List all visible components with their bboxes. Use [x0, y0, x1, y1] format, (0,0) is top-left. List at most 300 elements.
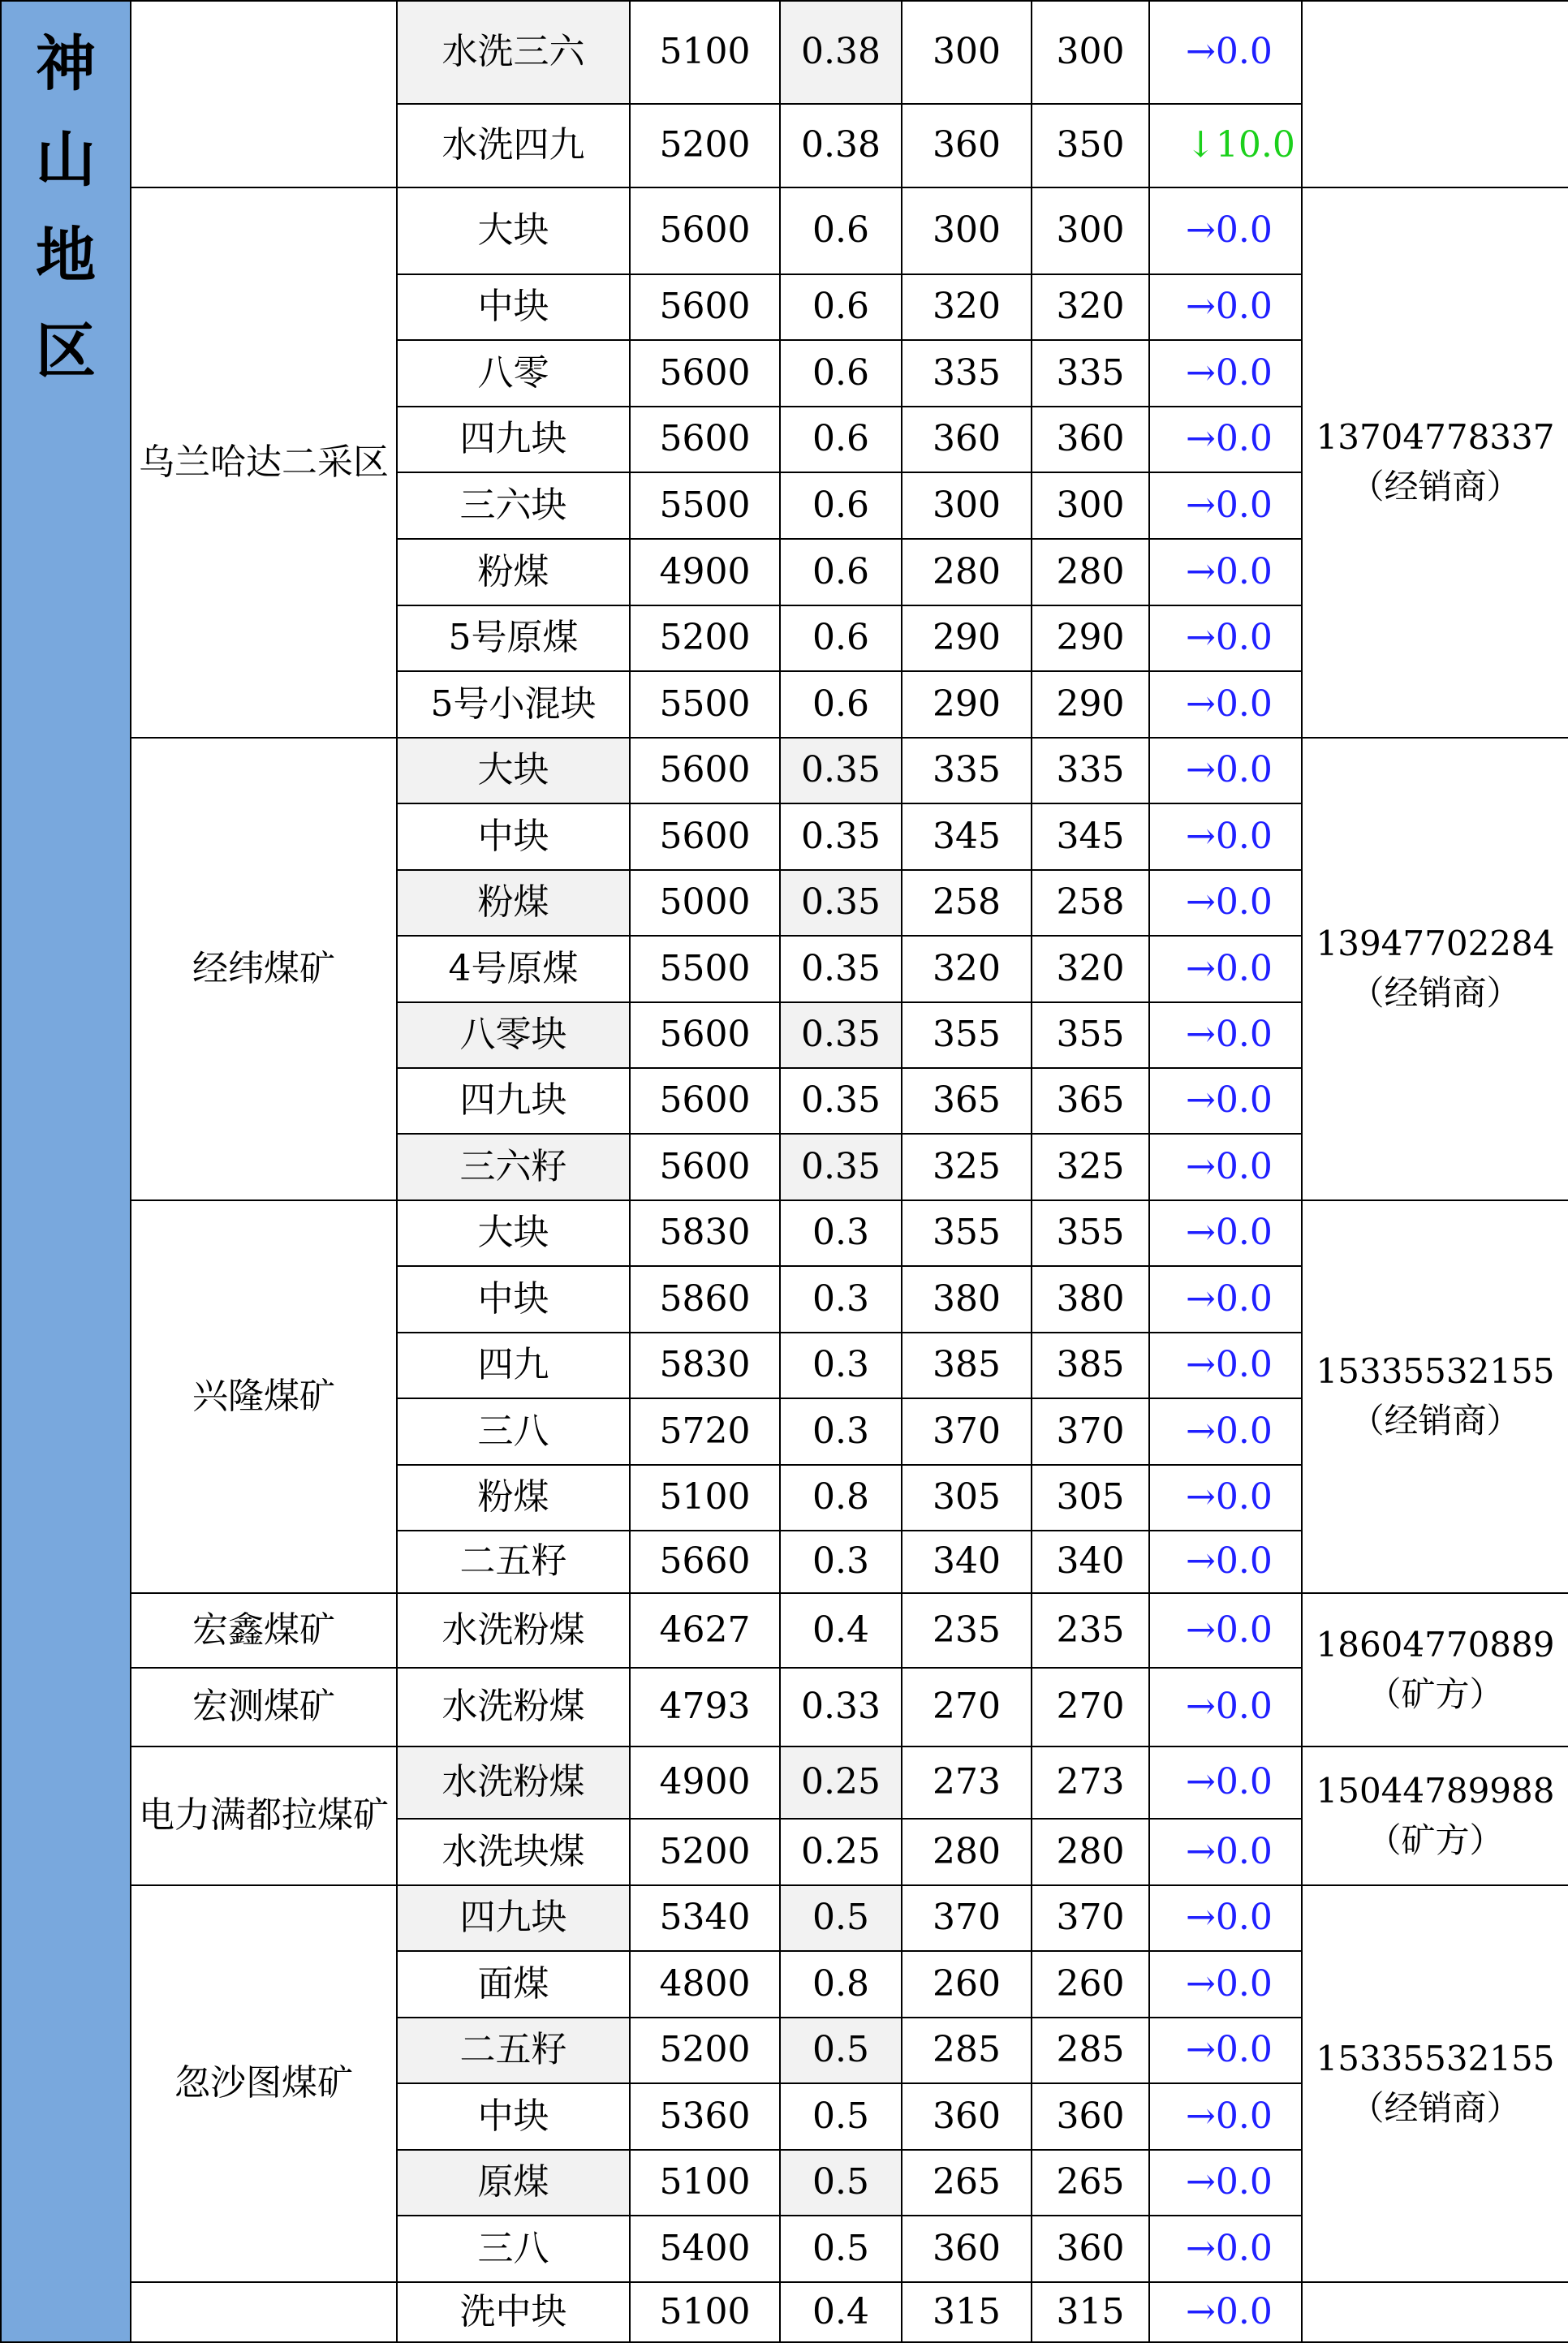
trend-cell	[1148, 339, 1303, 407]
price-now-value: 335	[1056, 351, 1125, 394]
sulfur-value: 0.4	[812, 2290, 869, 2332]
price-now-value: 360	[1056, 2227, 1125, 2269]
calorific-value: 5360	[659, 2095, 751, 2137]
price-prev-cell	[901, 2149, 1032, 2216]
price-now-value: 285	[1056, 2029, 1125, 2071]
price-prev-cell	[901, 1884, 1032, 1952]
sulfur-value: 0.38	[801, 124, 881, 166]
price-prev-cell	[901, 2281, 1032, 2343]
trend-value: →0.0	[1186, 1344, 1273, 1386]
sulfur-cell	[779, 869, 902, 937]
price-prev-value: 360	[933, 2095, 1001, 2137]
price-prev-value: 370	[933, 1897, 1001, 1939]
price-now-value: 380	[1056, 1277, 1125, 1320]
calorific-cell	[629, 670, 781, 739]
price-now-cell	[1031, 869, 1150, 937]
mine-name: 宏测煤矿	[192, 1686, 335, 1728]
trend-value: →0.0	[1186, 2227, 1273, 2269]
price-prev-value: 335	[933, 351, 1001, 394]
price-now-cell	[1031, 2082, 1150, 2151]
trend-cell	[1148, 538, 1303, 606]
sulfur-value: 0.8	[812, 1476, 869, 1518]
price-prev-value: 320	[933, 947, 1001, 989]
calorific-cell	[629, 1950, 781, 2018]
sulfur-value: 0.6	[812, 418, 869, 460]
sulfur-cell	[779, 339, 902, 407]
product-value: 三八	[477, 1410, 549, 1452]
contact-phone: 15335532155	[1316, 2038, 1555, 2078]
price-prev-value: 270	[933, 1686, 1001, 1728]
trend-cell	[1148, 406, 1303, 473]
price-now-cell	[1031, 1950, 1150, 2018]
sulfur-value: 0.25	[801, 1761, 881, 1803]
region-char: 区	[36, 317, 96, 386]
trend-cell	[1148, 1592, 1303, 1669]
sulfur-value: 0.3	[812, 1277, 869, 1320]
calorific-value: 5830	[659, 1212, 751, 1254]
trend-cell	[1148, 472, 1303, 540]
calorific-value: 5500	[659, 683, 751, 725]
price-prev-value: 370	[933, 1410, 1001, 1452]
price-now-value: 300	[1056, 484, 1125, 526]
sulfur-value: 0.5	[812, 2227, 869, 2269]
product-cell	[396, 1746, 631, 1820]
price-prev-value: 320	[933, 286, 1001, 328]
product-cell	[396, 1818, 631, 1886]
product-value: 三六籽	[459, 1145, 567, 1187]
price-now-cell	[1031, 406, 1150, 473]
calorific-cell	[629, 2082, 781, 2151]
calorific-cell	[629, 1746, 781, 1820]
trend-cell	[1148, 1884, 1303, 1952]
mine-name-cell	[130, 737, 398, 1201]
sulfur-cell	[779, 1818, 902, 1886]
product-value: 水洗粉煤	[442, 1686, 585, 1728]
price-now-cell	[1031, 187, 1150, 275]
price-prev-cell	[901, 2017, 1032, 2084]
trend-value: →0.0	[1186, 1897, 1273, 1939]
price-prev-value: 280	[933, 1830, 1001, 1872]
sulfur-value: 0.6	[812, 617, 869, 659]
price-now-cell	[1031, 1667, 1150, 1747]
sulfur-value: 0.4	[812, 1609, 869, 1651]
sulfur-cell	[779, 1950, 902, 2018]
trend-cell	[1148, 1332, 1303, 1399]
sulfur-cell	[779, 0, 902, 105]
product-value: 粉煤	[477, 1476, 549, 1518]
calorific-cell	[629, 2017, 781, 2084]
price-now-cell	[1031, 1398, 1150, 1466]
product-value: 四九块	[459, 418, 567, 460]
price-prev-cell	[901, 1067, 1032, 1135]
contact-phone: 15044789988	[1316, 1770, 1555, 1811]
calorific-value: 5600	[659, 351, 751, 394]
trend-cell	[1148, 1746, 1303, 1820]
price-now-value: 300	[1056, 209, 1125, 252]
product-value: 原煤	[477, 2161, 549, 2203]
trend-value: →0.0	[1186, 418, 1273, 460]
sulfur-value: 0.6	[812, 351, 869, 394]
sulfur-value: 0.3	[812, 1344, 869, 1386]
price-now-value: 265	[1056, 2161, 1125, 2203]
calorific-value: 5100	[659, 31, 751, 73]
price-now-value: 370	[1056, 1410, 1125, 1452]
trend-value: →0.0	[1186, 1476, 1273, 1518]
price-now-value: 315	[1056, 2290, 1125, 2332]
mine-name-cell	[130, 1592, 398, 1669]
trend-cell	[1148, 869, 1303, 937]
calorific-value: 5600	[659, 815, 751, 857]
product-value: 洗中块	[459, 2290, 567, 2332]
sulfur-value: 0.35	[801, 749, 881, 791]
trend-value: →0.0	[1186, 2290, 1273, 2332]
price-now-cell	[1031, 2017, 1150, 2084]
sulfur-cell	[779, 1746, 902, 1820]
calorific-value: 5200	[659, 124, 751, 166]
product-value: 中块	[477, 815, 549, 857]
price-prev-cell	[901, 1001, 1032, 1069]
price-prev-value: 260	[933, 1962, 1001, 2005]
price-now-value: 360	[1056, 2095, 1125, 2137]
sulfur-cell	[779, 803, 902, 871]
trend-value: →0.0	[1186, 2029, 1273, 2071]
trend-value: →0.0	[1186, 1761, 1273, 1803]
trend-cell	[1148, 2215, 1303, 2283]
product-cell	[396, 803, 631, 871]
calorific-value: 4900	[659, 1761, 751, 1803]
price-now-cell	[1031, 1884, 1150, 1952]
sulfur-value: 0.5	[812, 2029, 869, 2071]
price-now-cell	[1031, 670, 1150, 739]
calorific-cell	[629, 1464, 781, 1531]
product-value: 四九块	[459, 1897, 567, 1939]
calorific-cell	[629, 803, 781, 871]
contact-type: （经销商）	[1350, 1401, 1521, 1441]
trend-value: →0.0	[1186, 1014, 1273, 1056]
price-prev-value: 335	[933, 749, 1001, 791]
price-prev-cell	[901, 605, 1032, 672]
product-value: 四九块	[459, 1079, 567, 1122]
price-now-value: 305	[1056, 1476, 1125, 1518]
price-now-cell	[1031, 1067, 1150, 1135]
price-now-value: 280	[1056, 550, 1125, 592]
contact-phone: 18604770889	[1316, 1624, 1555, 1665]
contact-type: （经销商）	[1350, 467, 1521, 506]
price-prev-cell	[901, 339, 1032, 407]
sulfur-value: 0.35	[801, 881, 881, 924]
calorific-cell	[629, 1884, 781, 1952]
sulfur-value: 0.35	[801, 1145, 881, 1187]
trend-value: →0.0	[1186, 209, 1273, 252]
trend-cell	[1148, 1398, 1303, 1466]
product-value: 粉煤	[477, 881, 549, 924]
product-cell	[396, 1884, 631, 1952]
sulfur-cell	[779, 1884, 902, 1952]
trend-cell	[1148, 1818, 1303, 1886]
calorific-cell	[629, 935, 781, 1003]
calorific-cell	[629, 406, 781, 473]
price-prev-cell	[901, 1530, 1032, 1594]
calorific-cell	[629, 1001, 781, 1069]
calorific-value: 5340	[659, 1897, 751, 1939]
trend-value: →0.0	[1186, 749, 1273, 791]
price-prev-value: 265	[933, 2161, 1001, 2203]
price-prev-value: 355	[933, 1014, 1001, 1056]
sulfur-cell	[779, 1592, 902, 1669]
trend-value: →0.0	[1186, 1609, 1273, 1651]
sulfur-cell	[779, 935, 902, 1003]
product-value: 二五籽	[459, 1540, 567, 1583]
price-now-value: 360	[1056, 418, 1125, 460]
contact-type: （经销商）	[1350, 973, 1521, 1013]
price-now-value: 325	[1056, 1145, 1125, 1187]
product-value: 大块	[477, 1212, 549, 1254]
trend-cell	[1148, 1265, 1303, 1333]
contact-cell	[1301, 1199, 1568, 1594]
price-prev-value: 340	[933, 1540, 1001, 1583]
mine-name-cell	[130, 1667, 398, 1747]
price-now-value: 345	[1056, 815, 1125, 857]
mine-name: 忽沙图煤矿	[174, 2062, 353, 2104]
trend-cell	[1148, 737, 1303, 804]
trend-value: →0.0	[1186, 1277, 1273, 1320]
price-now-value: 280	[1056, 1830, 1125, 1872]
price-now-cell	[1031, 1332, 1150, 1399]
trend-value: →0.0	[1186, 1079, 1273, 1122]
sulfur-value: 0.33	[801, 1686, 881, 1728]
calorific-value: 5600	[659, 749, 751, 791]
mine-name-cell	[130, 1746, 398, 1886]
trend-value: →0.0	[1186, 286, 1273, 328]
price-prev-value: 315	[933, 2290, 1001, 2332]
price-prev-cell	[901, 803, 1032, 871]
price-now-value: 355	[1056, 1014, 1125, 1056]
calorific-cell	[629, 1265, 781, 1333]
mine-name: 乌兰哈达二采区	[139, 441, 389, 483]
price-now-value: 270	[1056, 1686, 1125, 1728]
price-prev-cell	[901, 737, 1032, 804]
product-cell	[396, 187, 631, 275]
trend-value: →0.0	[1186, 683, 1273, 725]
contact-type: （矿方）	[1367, 1673, 1504, 1714]
product-cell	[396, 1199, 631, 1267]
product-cell	[396, 1067, 631, 1135]
product-cell	[396, 273, 631, 341]
region-label	[0, 0, 131, 2343]
contact-type: （经销商）	[1350, 2087, 1521, 2128]
product-value: 八零块	[459, 1014, 567, 1056]
region-char: 地	[36, 221, 96, 291]
sulfur-cell	[779, 1199, 902, 1267]
sulfur-cell	[779, 538, 902, 606]
sulfur-cell	[779, 1133, 902, 1201]
trend-value: →0.0	[1186, 2161, 1273, 2203]
contact-type: （矿方）	[1367, 1820, 1504, 1860]
price-prev-value: 385	[933, 1344, 1001, 1386]
sulfur-cell	[779, 472, 902, 540]
calorific-value: 5600	[659, 418, 751, 460]
trend-cell	[1148, 2149, 1303, 2216]
calorific-value: 5200	[659, 2029, 751, 2071]
trend-cell	[1148, 1464, 1303, 1531]
price-prev-value: 300	[933, 484, 1001, 526]
trend-value: →0.0	[1186, 484, 1273, 526]
product-value: 5号小混块	[430, 683, 597, 725]
sulfur-cell	[779, 2215, 902, 2283]
contact-phone: 13947702284	[1316, 924, 1555, 964]
calorific-value: 5100	[659, 1476, 751, 1518]
sulfur-cell	[779, 187, 902, 275]
calorific-cell	[629, 0, 781, 105]
price-now-cell	[1031, 1530, 1150, 1594]
calorific-cell	[629, 2281, 781, 2343]
mine-name-cell	[130, 1884, 398, 2283]
sulfur-value: 0.5	[812, 2095, 869, 2137]
calorific-value: 5500	[659, 947, 751, 989]
calorific-value: 5200	[659, 1830, 751, 1872]
product-value: 5号原煤	[448, 617, 579, 659]
product-value: 三六块	[459, 484, 567, 526]
trend-value: →0.0	[1186, 1830, 1273, 1872]
sulfur-cell	[779, 103, 902, 188]
sulfur-cell	[779, 737, 902, 804]
price-prev-value: 280	[933, 550, 1001, 592]
price-prev-cell	[901, 538, 1032, 606]
sulfur-value: 0.5	[812, 2161, 869, 2203]
price-prev-cell	[901, 1133, 1032, 1201]
price-now-value: 320	[1056, 286, 1125, 328]
contact-phone: 13704778337	[1316, 417, 1555, 458]
price-now-cell	[1031, 2281, 1150, 2343]
price-now-cell	[1031, 1818, 1150, 1886]
sulfur-cell	[779, 1398, 902, 1466]
product-value: 二五籽	[459, 2029, 567, 2071]
price-now-value: 365	[1056, 1079, 1125, 1122]
product-cell	[396, 1398, 631, 1466]
trend-value: →0.0	[1186, 1145, 1273, 1187]
trend-cell	[1148, 103, 1303, 188]
price-prev-cell	[901, 1950, 1032, 2018]
price-now-cell	[1031, 538, 1150, 606]
product-cell	[396, 1530, 631, 1594]
price-now-cell	[1031, 339, 1150, 407]
calorific-value: 5600	[659, 1145, 751, 1187]
product-cell	[396, 1133, 631, 1201]
price-prev-value: 258	[933, 881, 1001, 924]
product-cell	[396, 472, 631, 540]
product-value: 四九	[477, 1344, 549, 1386]
contact-phone: 15335532155	[1316, 1351, 1555, 1392]
product-value: 4号原煤	[448, 947, 579, 989]
product-cell	[396, 2215, 631, 2283]
price-prev-cell	[901, 2215, 1032, 2283]
calorific-cell	[629, 1667, 781, 1747]
price-now-value: 258	[1056, 881, 1125, 924]
price-now-value: 320	[1056, 947, 1125, 989]
mine-name-cell	[130, 1199, 398, 1594]
calorific-value: 4793	[659, 1686, 751, 1728]
sulfur-value: 0.35	[801, 1014, 881, 1056]
calorific-cell	[629, 187, 781, 275]
contact-cell	[1301, 0, 1568, 188]
price-prev-cell	[901, 869, 1032, 937]
product-value: 中块	[477, 1277, 549, 1320]
price-now-cell	[1031, 1133, 1150, 1201]
price-prev-value: 345	[933, 815, 1001, 857]
trend-cell	[1148, 1530, 1303, 1594]
calorific-cell	[629, 103, 781, 188]
trend-cell	[1148, 935, 1303, 1003]
trend-cell	[1148, 1067, 1303, 1135]
price-now-cell	[1031, 1746, 1150, 1820]
price-now-value: 385	[1056, 1344, 1125, 1386]
sulfur-value: 0.6	[812, 550, 869, 592]
price-prev-cell	[901, 187, 1032, 275]
product-cell	[396, 935, 631, 1003]
calorific-cell	[629, 605, 781, 672]
price-prev-cell	[901, 1667, 1032, 1747]
product-value: 水洗四九	[442, 124, 585, 166]
calorific-cell	[629, 339, 781, 407]
product-cell	[396, 2149, 631, 2216]
sulfur-cell	[779, 2082, 902, 2151]
price-now-cell	[1031, 737, 1150, 804]
contact-cell	[1301, 2281, 1568, 2343]
price-prev-cell	[901, 670, 1032, 739]
price-prev-value: 360	[933, 124, 1001, 166]
price-prev-cell	[901, 1199, 1032, 1267]
price-now-cell	[1031, 0, 1150, 105]
sulfur-cell	[779, 1265, 902, 1333]
price-prev-value: 285	[933, 2029, 1001, 2071]
trend-value: →0.0	[1186, 351, 1273, 394]
product-value: 中块	[477, 2095, 549, 2137]
sulfur-value: 0.3	[812, 1410, 869, 1452]
mine-name: 宏鑫煤矿	[192, 1609, 335, 1651]
price-now-value: 273	[1056, 1761, 1125, 1803]
trend-cell	[1148, 0, 1303, 105]
sulfur-cell	[779, 1667, 902, 1747]
price-prev-cell	[901, 1332, 1032, 1399]
trend-value: →0.0	[1186, 1212, 1273, 1254]
price-prev-value: 365	[933, 1079, 1001, 1122]
product-value: 水洗粉煤	[442, 1761, 585, 1803]
sulfur-value: 0.25	[801, 1830, 881, 1872]
price-now-cell	[1031, 2215, 1150, 2283]
calorific-cell	[629, 869, 781, 937]
price-now-value: 335	[1056, 749, 1125, 791]
sulfur-cell	[779, 670, 902, 739]
price-now-value: 340	[1056, 1540, 1125, 1583]
price-now-value: 290	[1056, 617, 1125, 659]
calorific-cell	[629, 1398, 781, 1466]
product-cell	[396, 1464, 631, 1531]
product-cell	[396, 869, 631, 937]
sulfur-cell	[779, 406, 902, 473]
trend-value: →0.0	[1186, 947, 1273, 989]
product-cell	[396, 406, 631, 473]
trend-cell	[1148, 1133, 1303, 1201]
price-prev-cell	[901, 2082, 1032, 2151]
calorific-cell	[629, 737, 781, 804]
sulfur-cell	[779, 605, 902, 672]
price-prev-cell	[901, 1746, 1032, 1820]
product-value: 三八	[477, 2227, 549, 2269]
calorific-cell	[629, 1133, 781, 1201]
product-value: 大块	[477, 749, 549, 791]
trend-cell	[1148, 2017, 1303, 2084]
trend-cell	[1148, 1667, 1303, 1747]
